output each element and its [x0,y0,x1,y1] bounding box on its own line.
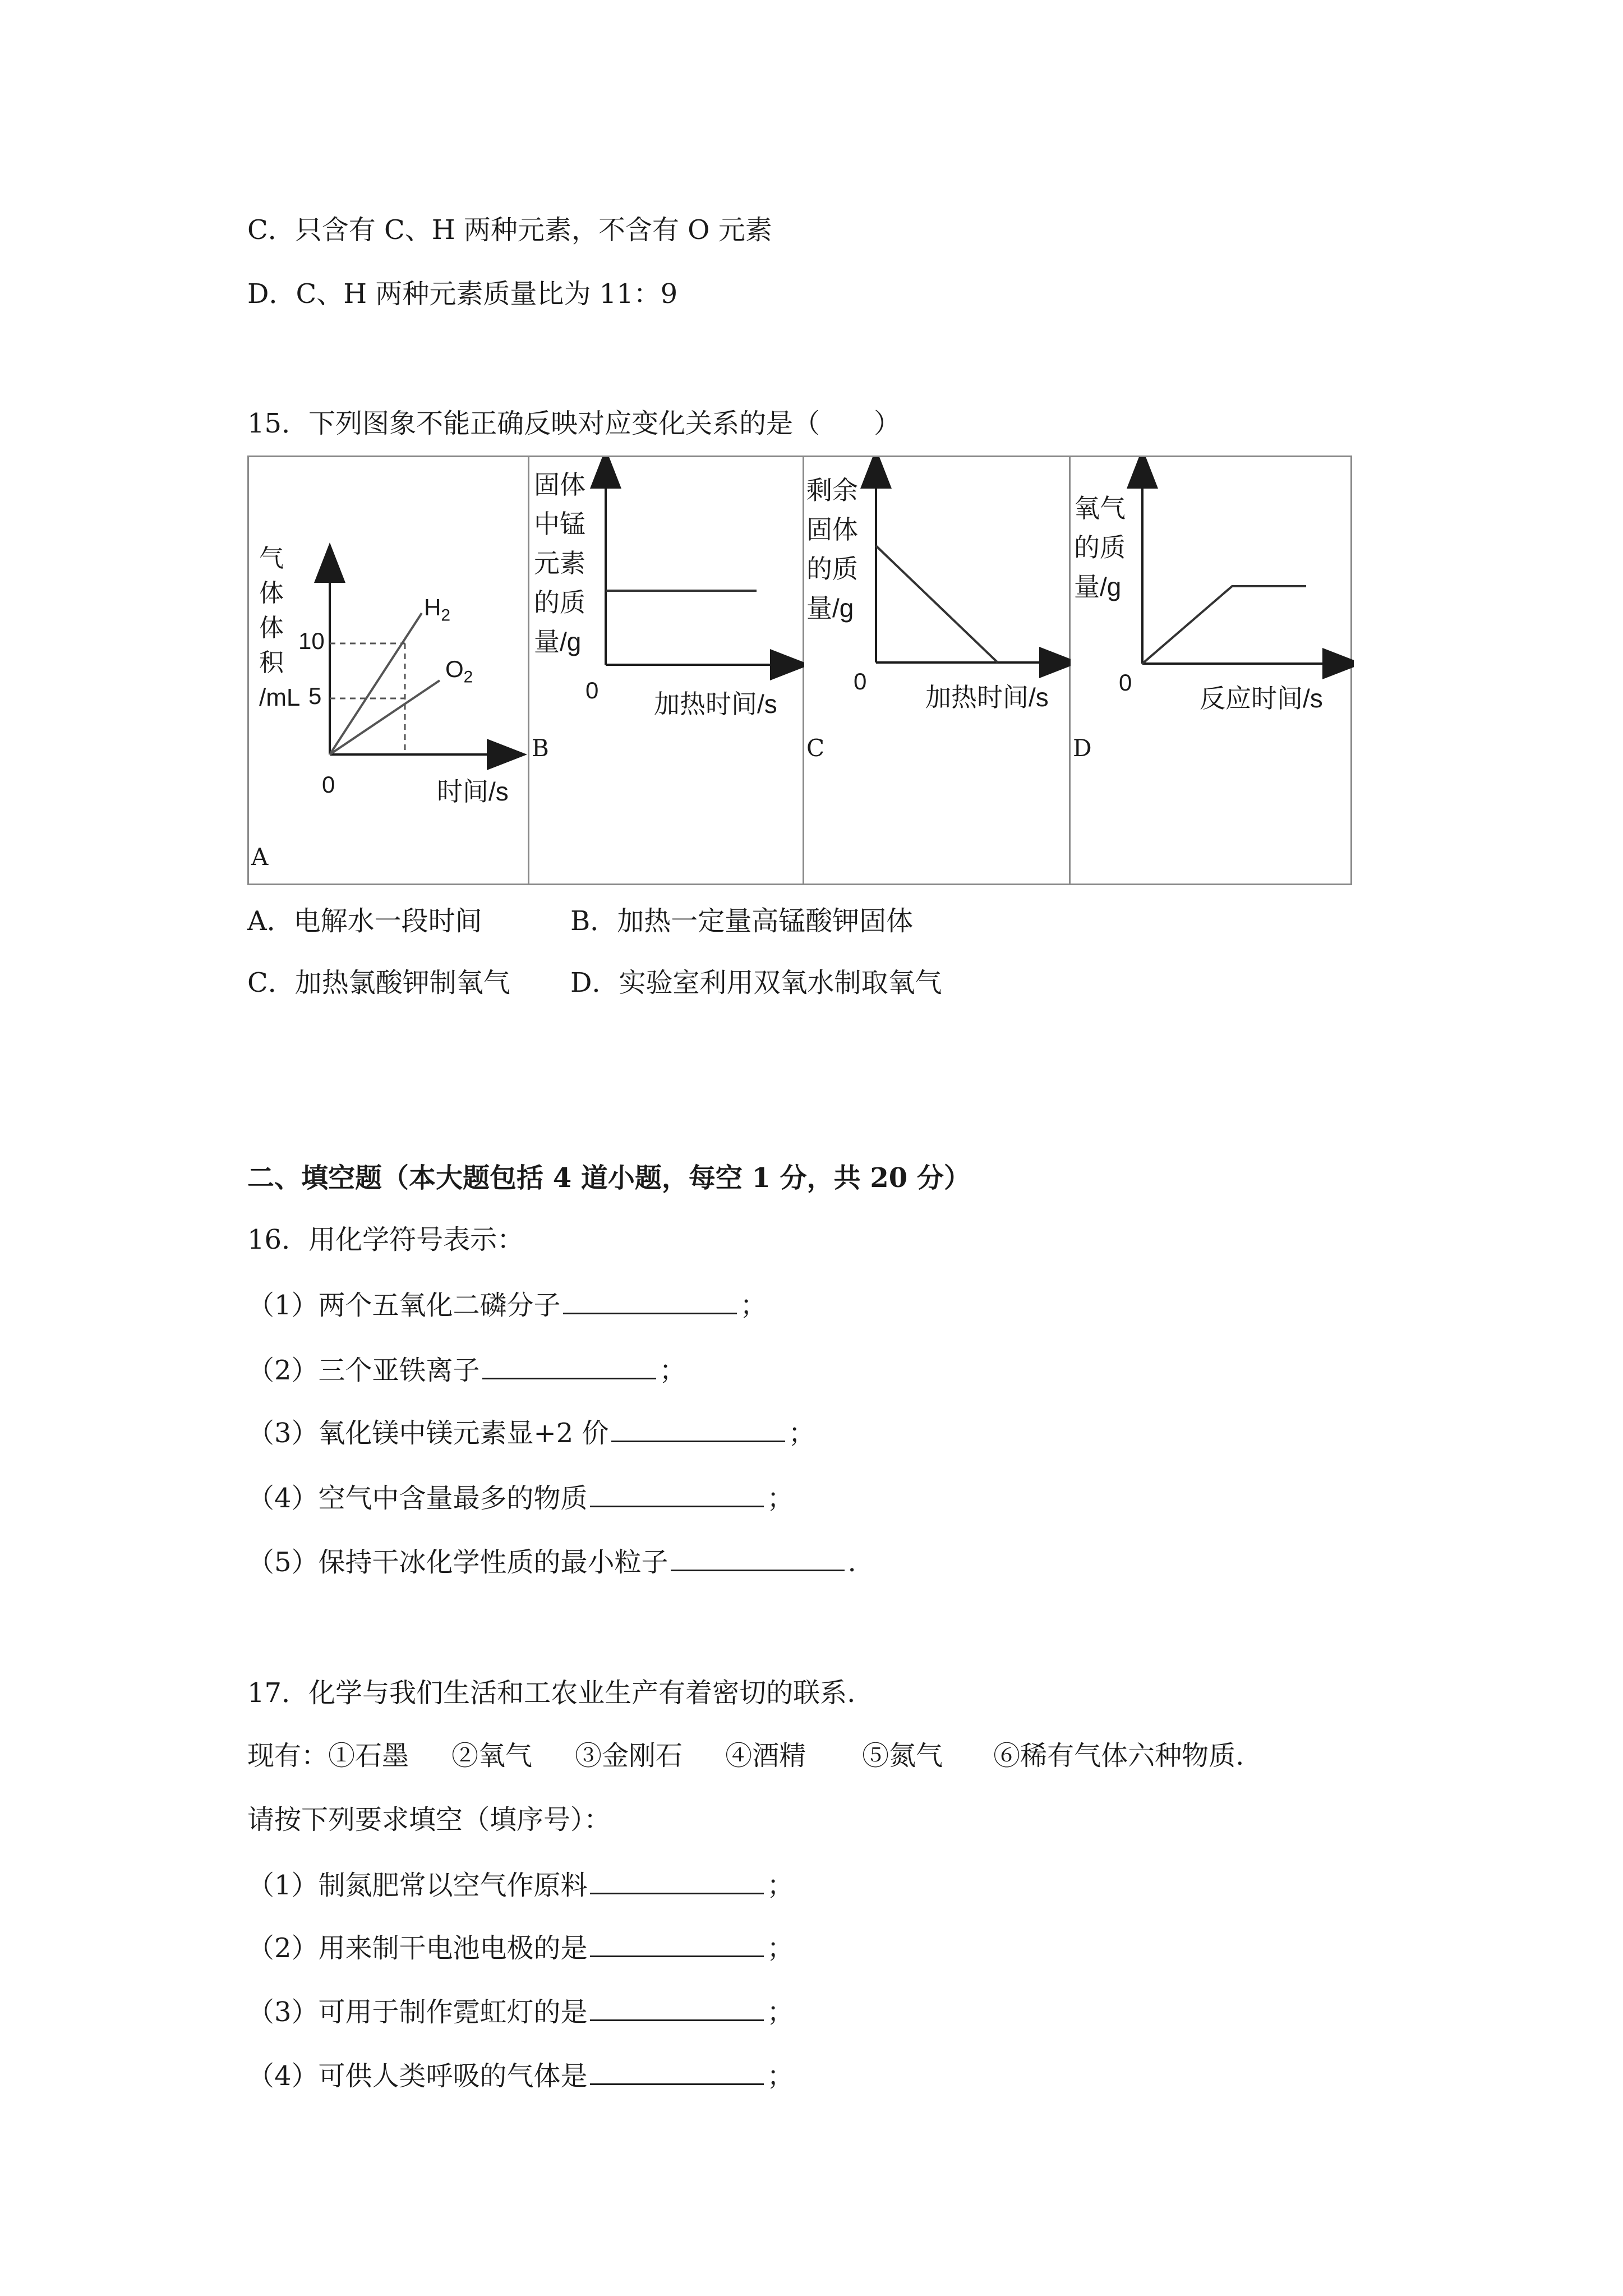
q17-material-6: ⑥稀有气体六种物质. [993,1740,1244,1772]
q16-item-1-end: ； [740,1290,767,1321]
graph-a-o2-line [330,680,440,754]
graph-a-series-o2: $O_2$ [445,656,473,687]
q17-item-3-end: ； [767,1996,794,2028]
graph-a [249,457,529,884]
q17-stem: 17．化学与我们生活和工农业生产有着密切的联系. [247,1677,856,1709]
graph-b-ylabel [534,465,585,661]
graph-a-yunit: /mL [259,684,301,711]
q17-item-4-end: ； [767,2060,794,2092]
q17-item-1-blank[interactable] [590,1868,764,1894]
graph-d [1071,457,1354,884]
graph-b-ylabel-5: 量/g [534,627,582,656]
graph-a-ylabel-3: 体 [259,614,284,642]
q17-material-5: ⑤氮气 [862,1740,943,1772]
q15-stem: 15．下列图象不能正确反映对应变化关系的是（ ） [247,408,901,439]
q15-option-a: A．电解水一段时间 [247,905,482,937]
q17-instruction: 请按下列要求填空（填序号）： [247,1804,611,1835]
q16-item-1-text: （1）两个五氧化二磷分子 [247,1290,561,1321]
q17-material-4: ④酒精 [725,1740,806,1772]
q17-item-3-blank[interactable] [590,1995,764,2021]
q16-item-4-text: （4）空气中含量最多的物质 [247,1483,588,1514]
q15-option-c: C．加热氯酸钾制氧气 [247,967,510,999]
q17-item-3-text: （3）可用于制作霓虹灯的是 [247,1996,588,2028]
graph-a-ylabel-2: 体 [259,579,284,607]
graph-c-ylabel [806,471,858,628]
q14-option-c: C．只含有 C、H 两种元素，不含有 O 元素 [247,214,772,246]
q17-item-4 [247,2059,794,2093]
q16-item-3 [247,1416,815,1450]
q15-option-d: D．实验室利用双氧水制取氧气 [570,967,942,999]
graph-c-ylabel-1: 剩余 [806,476,858,505]
graph-c-letter: C [806,734,825,762]
graph-b-letter: B [532,734,549,762]
graph-d-xlabel: 反应时间/s [1200,684,1323,713]
graph-a-tick-10: 10 [298,628,325,654]
q17-item-2-text: （2）用来制干电池电极的是 [247,1932,588,1964]
q16-stem: 16．用化学符号表示： [247,1224,524,1255]
q17-item-4-text: （4）可供人类呼吸的气体是 [247,2060,588,2092]
q15-figure-table [247,455,1352,885]
q16-item-2-end: ； [659,1355,686,1386]
graph-d-ylabel-3: 量/g [1074,572,1122,601]
q17-materials [247,1739,1244,1773]
q16-item-5-blank[interactable] [671,1545,845,1571]
q17-materials-prefix: 现有： [247,1740,329,1772]
q16-item-2-blank[interactable] [482,1353,656,1379]
graph-a-ylabel [259,541,300,715]
q16-item-4-end: ； [767,1483,794,1514]
q17-item-2-end: ； [767,1932,794,1964]
graph-b-ylabel-2: 中锰 [534,509,585,539]
q16-item-1-blank[interactable] [563,1288,737,1314]
q17-item-3 [247,1995,794,2029]
graph-b-xlabel: 加热时间/s [654,689,777,719]
q17-item-2 [247,1931,794,1965]
q16-item-3-end: ； [788,1418,815,1449]
graph-a-xlabel: 时间/s [437,777,509,806]
graph-c-xlabel: 加热时间/s [925,683,1049,712]
graph-c-origin: 0 [854,668,867,694]
graph-c-ylabel-2: 固体 [806,515,858,544]
q16-item-2-text: （2）三个亚铁离子 [247,1355,480,1386]
q17-item-1 [247,1868,794,1902]
section-2-heading: 二、填空题（本大题包括 4 道小题，每空 1 分，共 20 分） [247,1162,971,1194]
graph-a-tick-5: 5 [308,683,322,709]
graph-a-origin: 0 [322,771,335,798]
graph-c-ylabel-4: 量/g [806,593,854,623]
q17-material-2: ②氧气 [451,1740,533,1772]
q17-item-1-end: ； [767,1870,794,1901]
q16-item-3-text: （3）氧化镁中镁元素显+2 价 [247,1418,609,1449]
q16-item-2 [247,1353,686,1387]
graph-a-ylabel-4: 积 [259,649,284,677]
q16-item-5-end: . [847,1547,856,1578]
graph-d-ylabel [1074,489,1126,606]
q16-item-4 [247,1481,794,1515]
q16-item-3-blank[interactable] [611,1416,785,1442]
q16-item-5 [247,1545,856,1579]
q17-material-1: ①石墨 [328,1740,409,1772]
graph-b-ylabel-1: 固体 [534,470,585,499]
graph-a-ylabel-1: 气 [259,545,284,572]
graph-c-decreasing-line [876,546,998,662]
graph-b-origin: 0 [585,677,599,703]
graph-c-ylabel-3: 的质 [806,554,858,583]
q17-item-1-text: （1）制氮肥常以空气作原料 [247,1870,588,1901]
q15-option-b: B．加热一定量高锰酸钾固体 [570,905,914,937]
graph-b [529,457,804,884]
q16-item-5-text: （5）保持干冰化学性质的最小粒子 [247,1547,668,1578]
graph-d-ylabel-1: 氧气 [1074,494,1126,523]
q17-material-3: ③金刚石 [575,1740,683,1772]
q16-item-1 [247,1288,767,1322]
graph-a-h2-line [330,613,422,754]
graph-d-origin: 0 [1119,669,1132,696]
graph-b-ylabel-4: 的质 [534,588,585,617]
q17-item-4-blank[interactable] [590,2059,764,2085]
graph-d-ylabel-2: 的质 [1074,533,1126,562]
graph-a-letter: A [251,843,269,871]
graph-d-letter: D [1073,734,1092,762]
graph-d-rise-plateau-line [1142,586,1306,664]
q14-option-d: D．C、H 两种元素质量比为 11：9 [247,278,678,310]
graph-b-ylabel-3: 元素 [534,549,585,578]
graph-c [804,457,1071,884]
q17-item-2-blank[interactable] [590,1931,764,1957]
graph-a-series-h2: $H_2$ [424,594,451,625]
q16-item-4-blank[interactable] [590,1481,764,1507]
